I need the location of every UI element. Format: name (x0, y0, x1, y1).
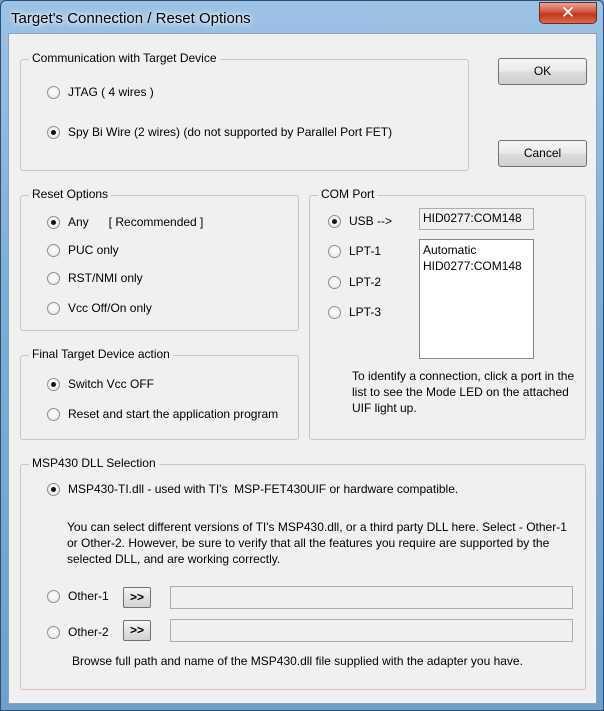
radio-label: Vcc Off/On only (68, 301, 152, 315)
radio-spy-bi-wire[interactable] (47, 125, 392, 139)
dll-selection-legend: MSP430 DLL Selection (29, 456, 159, 470)
radio-reset-vcc[interactable] (47, 301, 152, 315)
radio-indicator (328, 245, 341, 258)
radio-indicator (47, 216, 60, 229)
radio-indicator (47, 408, 60, 421)
browse-other-2-button[interactable]: >> (123, 620, 151, 641)
radio-indicator (47, 626, 60, 639)
dialog-client-area (8, 33, 597, 704)
close-icon: ✕ (560, 3, 576, 23)
radio-indicator (47, 302, 60, 315)
final-action-group (20, 347, 299, 440)
radio-label: RST/NMI only (68, 271, 143, 285)
radio-lpt-1[interactable] (328, 244, 381, 258)
radio-label: Other-2 (68, 625, 109, 639)
reset-options-legend: Reset Options (29, 187, 111, 201)
radio-label: Any [ Recommended ] (68, 215, 204, 229)
other-2-path-field[interactable] (170, 619, 573, 642)
com-port-group (309, 187, 586, 440)
window-title: Target's Connection / Reset Options (11, 10, 251, 27)
selected-port-field[interactable]: HID0277:COM148 (419, 208, 534, 230)
radio-msp430-ti-dll[interactable] (47, 482, 458, 496)
radio-label: Reset and start the application program (68, 407, 279, 421)
radio-label: MSP430-TI.dll - used with TI's MSP-FET430UIF or hardware compatible. (68, 482, 459, 496)
title-bar[interactable] (1, 1, 603, 33)
radio-indicator (47, 590, 60, 603)
radio-reset-rst-nmi[interactable] (47, 271, 143, 285)
close-button[interactable] (539, 2, 597, 24)
com-port-help-text: To identify a connection, click a port in the list to see the Mode LED on the attached UIF light up. (352, 369, 575, 415)
radio-label: Switch Vcc OFF (68, 377, 155, 391)
radio-indicator (47, 483, 60, 496)
list-item[interactable]: HID0277:COM148 (423, 259, 522, 273)
radio-label: JTAG ( 4 wires ) (68, 85, 154, 99)
radio-label: LPT-1 (349, 244, 382, 258)
radio-indicator (47, 378, 60, 391)
radio-other-1[interactable] (47, 589, 109, 603)
list-item[interactable]: Automatic (423, 243, 477, 257)
radio-switch-vcc-off[interactable] (47, 377, 154, 391)
radio-indicator (47, 86, 60, 99)
dll-selection-group (20, 456, 586, 690)
cancel-button[interactable]: Cancel (498, 140, 587, 167)
com-port-legend: COM Port (318, 187, 377, 201)
radio-reset-any[interactable] (47, 215, 203, 229)
port-listbox[interactable] (419, 239, 534, 359)
radio-indicator (47, 126, 60, 139)
browse-other-1-button[interactable]: >> (123, 587, 151, 608)
radio-usb[interactable] (328, 214, 392, 228)
ok-button[interactable]: OK (498, 58, 587, 85)
communication-group (20, 51, 469, 171)
radio-label: LPT-3 (349, 305, 382, 319)
radio-indicator (328, 276, 341, 289)
radio-jtag[interactable] (47, 85, 154, 99)
radio-indicator (328, 215, 341, 228)
radio-label: PUC only (68, 243, 119, 257)
radio-reset-puc[interactable] (47, 243, 119, 257)
communication-legend: Communication with Target Device (29, 51, 220, 65)
radio-indicator (47, 272, 60, 285)
radio-lpt-2[interactable] (328, 275, 381, 289)
radio-label: Spy Bi Wire (2 wires) (do not supported by Parallel Port FET) (68, 125, 393, 139)
dll-description: You can select different versions of TI's MSP430.dll, or a third party DLL here. Select - Other-1 or Other-2. However, be sure to verify that all the features you require are supported by the selected DLL, and are working correctly. (67, 520, 567, 566)
radio-label: USB --> (349, 214, 393, 228)
reset-options-group (20, 187, 299, 331)
radio-indicator (47, 244, 60, 257)
radio-reset-and-start[interactable] (47, 407, 278, 421)
final-action-legend: Final Target Device action (29, 347, 173, 361)
radio-lpt-3[interactable] (328, 305, 381, 319)
radio-other-2[interactable] (47, 625, 109, 639)
radio-indicator (328, 306, 341, 319)
dll-footer-text: Browse full path and name of the MSP430.dll file supplied with the adapter you have. (72, 654, 523, 668)
radio-label: Other-1 (68, 589, 109, 603)
other-1-path-field[interactable] (170, 586, 573, 609)
radio-label: LPT-2 (349, 275, 382, 289)
